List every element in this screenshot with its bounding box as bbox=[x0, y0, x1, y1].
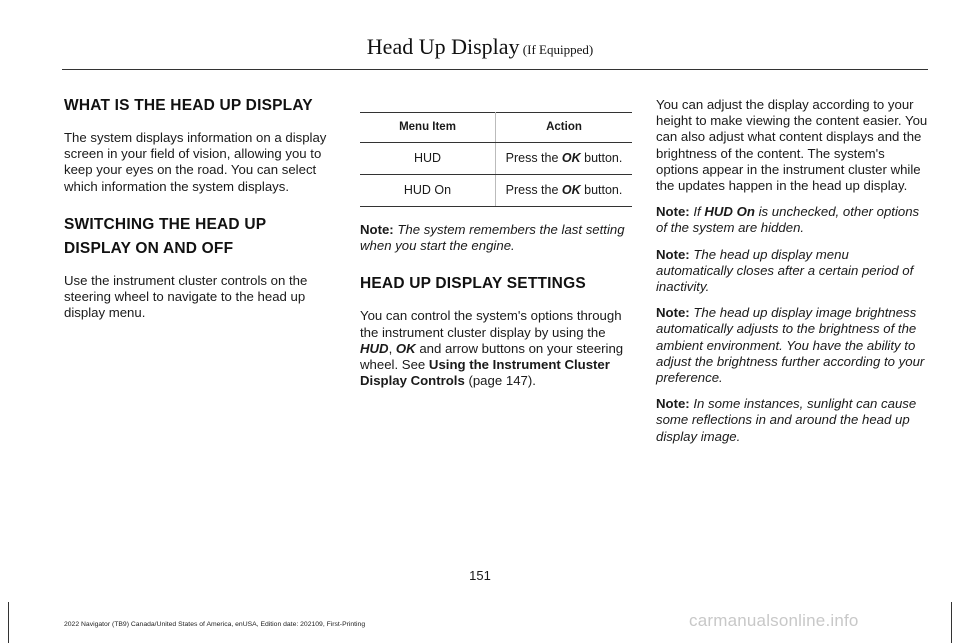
edition-footer: 2022 Navigator (TB9) Canada/United States of America, enUSA, Edition date: 202109, First-Printing bbox=[64, 621, 366, 628]
action-text: Press the bbox=[505, 151, 562, 166]
table-row bbox=[360, 175, 632, 207]
note-label: Note: bbox=[656, 246, 690, 262]
header-title-suffix: (If Equipped) bbox=[519, 42, 594, 57]
settings-text-b: and arrow buttons on your steering wheel. See bbox=[360, 340, 624, 373]
column-left bbox=[64, 96, 336, 331]
crop-mark-right bbox=[951, 602, 952, 643]
note-label: Note: bbox=[656, 204, 690, 220]
note-hud-on-unchecked bbox=[656, 204, 928, 236]
table-header-row bbox=[360, 113, 632, 143]
header-title-text: Head Up Display bbox=[366, 34, 520, 59]
page-header-title bbox=[0, 34, 960, 60]
note-text: The system remembers the last setting when you start the engine. bbox=[360, 222, 625, 254]
settings-text-a: You can control the system's options through the instrument cluster display by using the bbox=[360, 308, 622, 340]
cross-reference-link[interactable]: Using the Instrument Cluster Display Controls bbox=[360, 357, 610, 389]
section-heading-switching-line1: SWITCHING THE HEAD UP bbox=[64, 215, 267, 233]
table-cell-action bbox=[496, 175, 633, 207]
settings-paragraph bbox=[360, 308, 632, 389]
hud-key: HUD bbox=[360, 340, 389, 356]
table-cell-item: HUD bbox=[360, 143, 496, 175]
ok-key: OK bbox=[395, 340, 416, 356]
page-number: 151 bbox=[469, 568, 491, 583]
ok-key: OK bbox=[561, 151, 581, 166]
table-header-action: Action bbox=[496, 113, 633, 143]
note-text-post: is unchecked, other options of the system are hidden. bbox=[656, 204, 920, 236]
hud-on-key: HUD On bbox=[704, 204, 755, 220]
note-label: Note: bbox=[656, 396, 690, 412]
column-right bbox=[656, 97, 928, 455]
action-text: Press the bbox=[505, 183, 562, 198]
section-heading-switching-line2: DISPLAY ON AND OFF bbox=[64, 239, 234, 257]
section-heading-what-is: WHAT IS THE HEAD UP DISPLAY bbox=[64, 97, 313, 114]
table-header-menu-item: Menu Item bbox=[360, 113, 496, 143]
section-heading-settings: HEAD UP DISPLAY SETTINGS bbox=[360, 275, 586, 293]
note-label: Note: bbox=[656, 305, 690, 321]
note-text: The head up display image brightness automatically adjusts to the brightness of the ambient environment. You have the ability to adjust the brightness further according to your preference. bbox=[656, 305, 925, 386]
ok-key: OK bbox=[561, 183, 581, 198]
adjust-paragraph: You can adjust the display according to your height to make viewing the content easier. You can also adjust what content displays and the brightness of the content. The system's options appear in the instrument cluster while the updates happen in the head up display. bbox=[656, 97, 928, 194]
menu-action-table bbox=[360, 112, 632, 207]
note-text: If bbox=[689, 204, 705, 220]
switching-paragraph: Use the instrument cluster controls on the steering wheel to navigate to the head up display menu. bbox=[64, 272, 308, 321]
table-cell-action bbox=[496, 143, 633, 175]
note-menu-closes bbox=[656, 247, 928, 296]
action-text-post: button. bbox=[580, 183, 623, 198]
site-watermark: carmanualsonline.info bbox=[689, 611, 859, 630]
settings-comma: , bbox=[388, 340, 396, 356]
note-text: The head up display menu automatically closes after a certain period of inactivity. bbox=[656, 246, 914, 295]
page-reference: (page 147). bbox=[464, 373, 536, 389]
column-middle bbox=[360, 96, 632, 399]
note-remember-setting bbox=[360, 222, 632, 254]
note-brightness bbox=[656, 305, 928, 386]
action-text-post: button. bbox=[580, 151, 623, 166]
header-rule bbox=[62, 69, 928, 70]
note-sunlight bbox=[656, 396, 928, 445]
table-cell-item: HUD On bbox=[360, 175, 496, 207]
note-label: Note: bbox=[360, 222, 394, 237]
crop-mark-left bbox=[8, 602, 9, 643]
intro-paragraph: The system displays information on a display screen in your field of vision, allowing you to keep your eyes on the road. You can select which information the system displays. bbox=[64, 130, 327, 194]
table-row bbox=[360, 143, 632, 175]
note-text: In some instances, sunlight can cause some reflections in and around the head up display image. bbox=[656, 396, 917, 444]
